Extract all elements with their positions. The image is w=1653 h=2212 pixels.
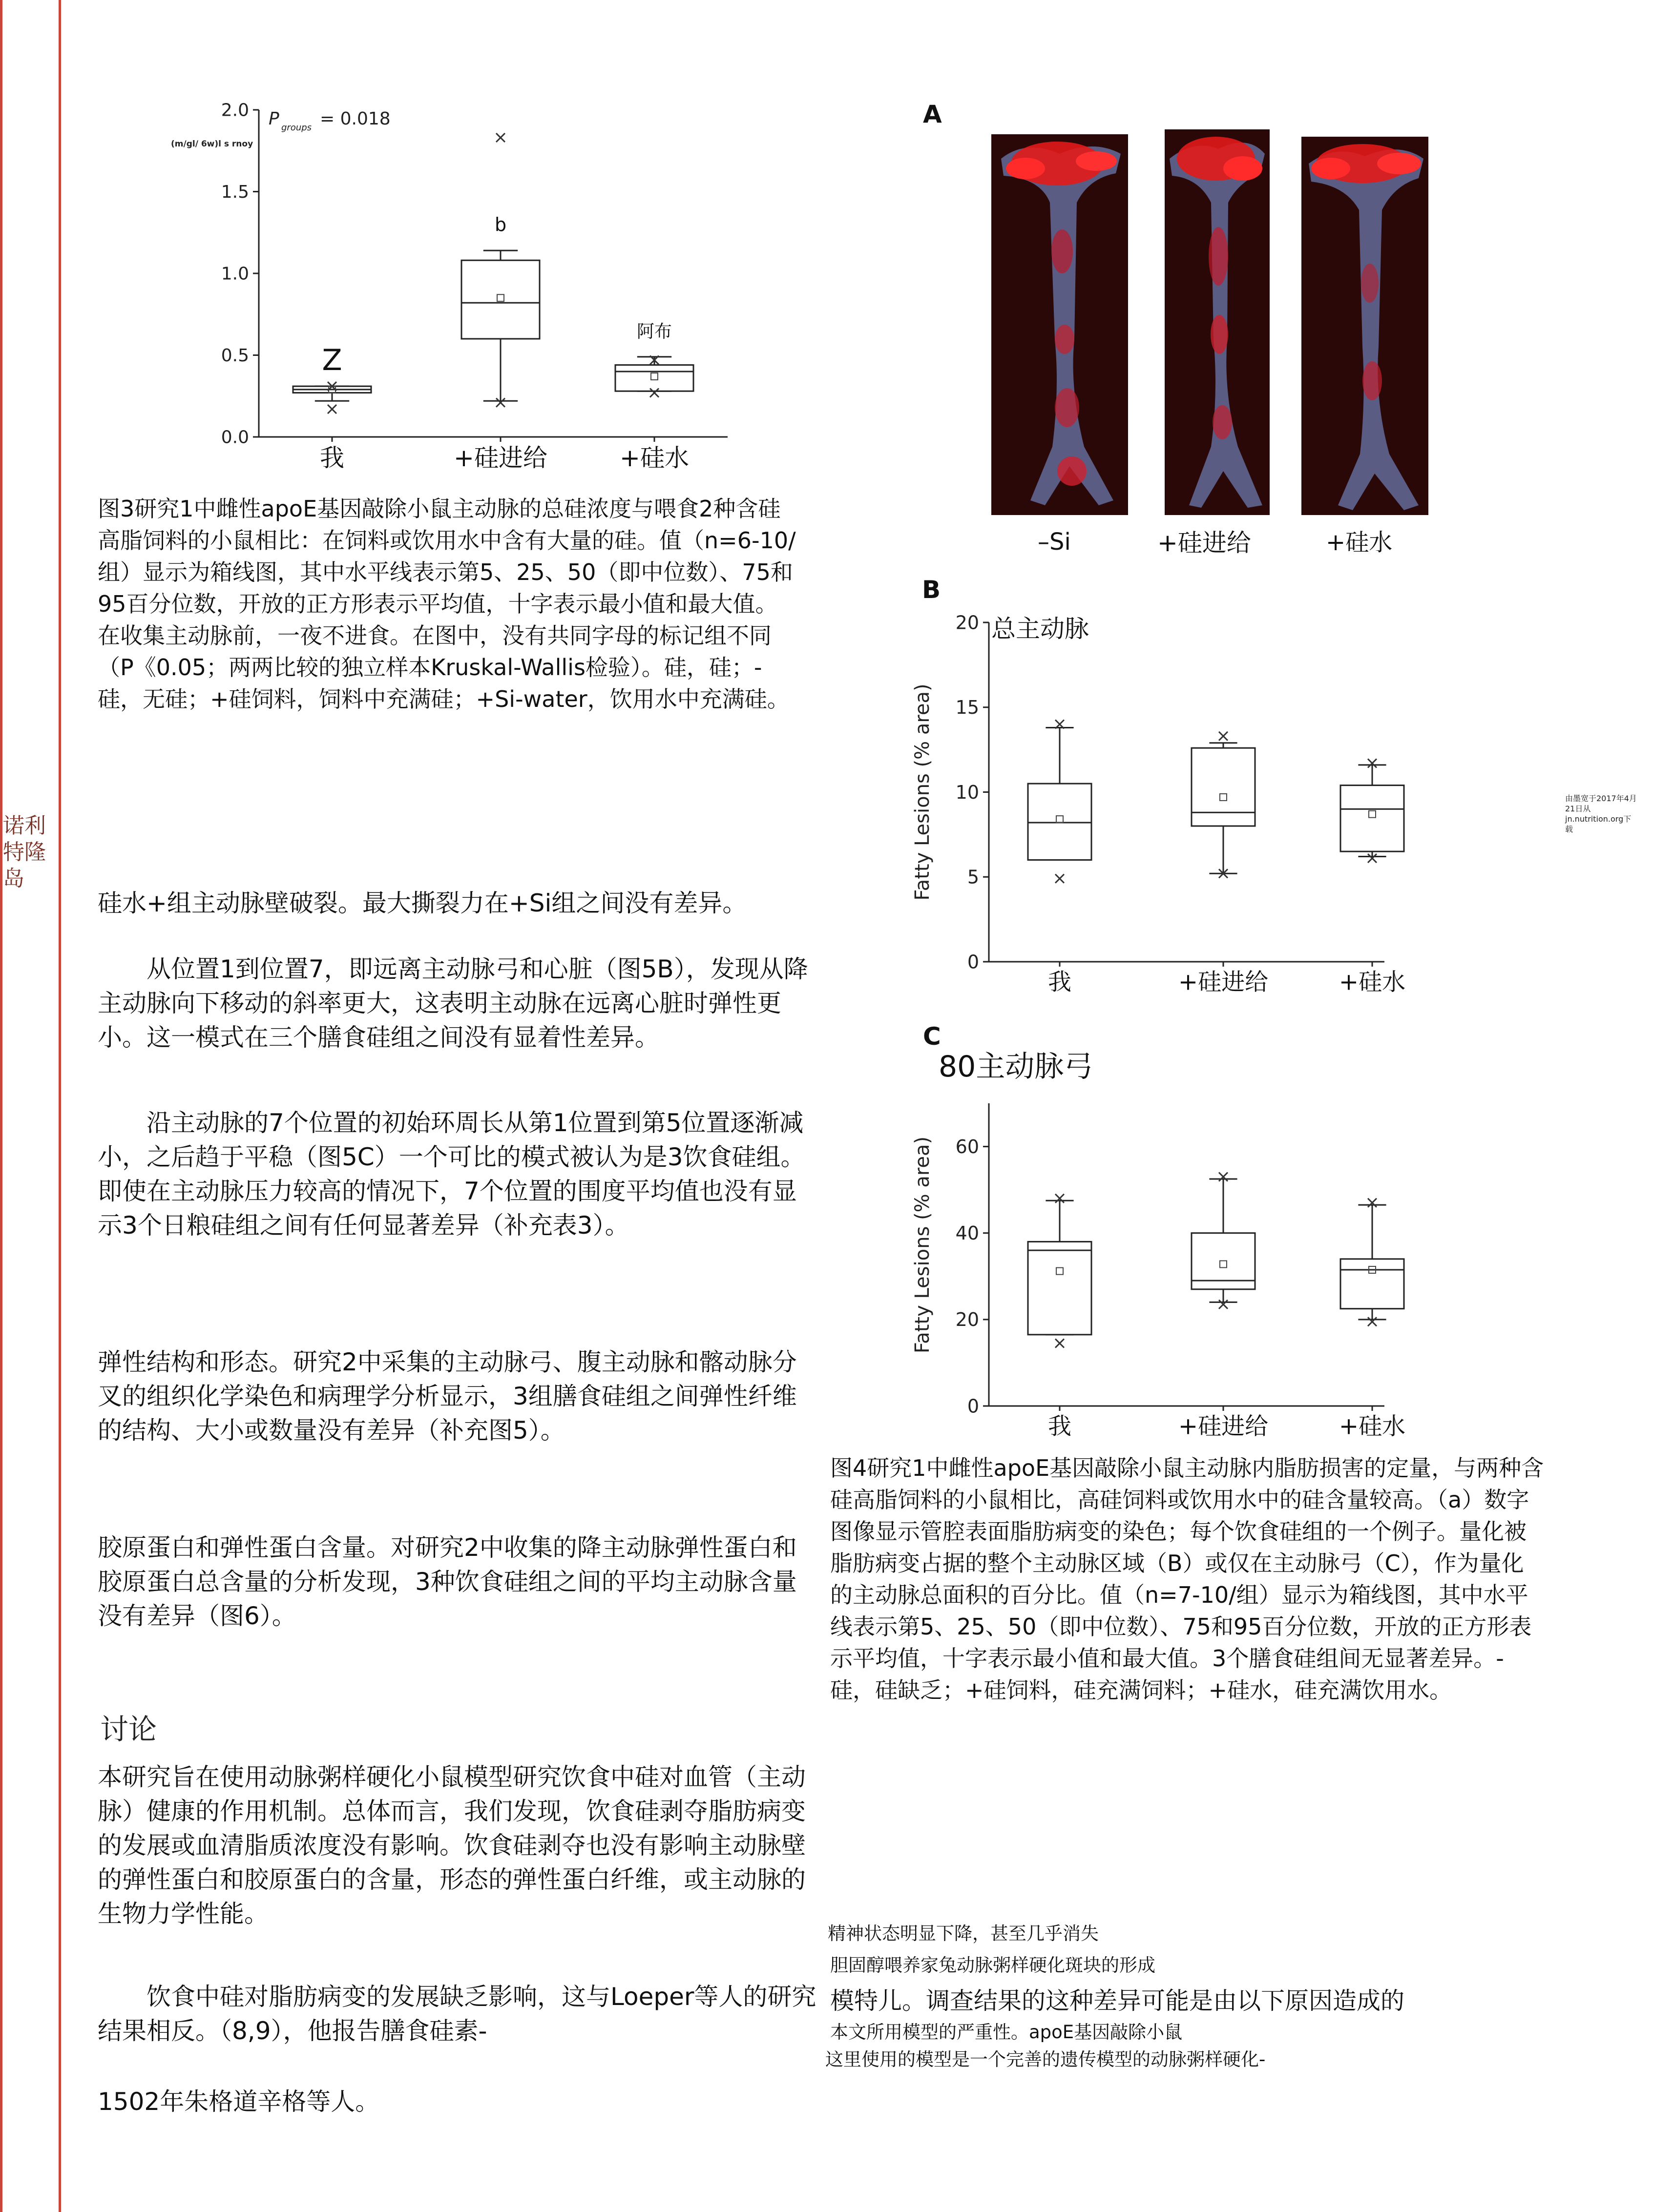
y-tick-label: 40 <box>955 1222 979 1244</box>
panel-c-y-label: Fatty Lesions (% area) <box>911 1136 934 1354</box>
discussion-heading: 讨论 <box>100 1713 157 1746</box>
p-label: P <box>269 109 279 129</box>
group-letter-b: b <box>494 214 507 236</box>
right-line-4: 本文所用模型的严重性。apoE基因敲除小鼠 <box>830 2022 1183 2043</box>
panel-b-title: 总主动脉 <box>991 615 1089 643</box>
category-label: 我 <box>1047 968 1072 996</box>
p-subscript: groups <box>281 123 312 133</box>
y-tick-label: 1.5 <box>221 182 249 203</box>
left-margin-line <box>0 0 2 2212</box>
category-label: +硅进给 <box>1178 968 1269 996</box>
fig4-caption: 图4研究1中雌性apoE基因敲除小鼠主动脉内脂肪损害的定量，与两种含硅高脂饲料的小鼠相比，高硅饲料或饮用水中的硅含量较高。（a）数字图像显示管腔表面脂肪病变的染色；每个饮食硅组的一个例子。量化被脂肪病变占据的整个主动脉区域（B）或仅在主动脉弓（C），作为量化的主动脉总面积的百分比。值（n=7-10/组）显示为箱线图，其中水平线表示第5、25、50（即中位数）、75和95百分位数，开放的正方形表示平均值，十字表示最小值和最大值。3个膳食硅组间无显著差异。-硅，硅缺乏；+硅饲料，硅充满饲料；+硅水，硅充满饮用水。 <box>830 1455 1544 1703</box>
paragraph-circumference: 沿主动脉的7个位置的初始环周长从第1位置到第5位置逐渐减小，之后趋于平稳（图5C）一个可比的模式被认为是3饮食硅组。即使在主动脉压力较高的情况下，7个位置的围度平均值也没有显示3个日粮硅组之间有任何显著差异（补充表3）。 <box>98 1109 805 1240</box>
panel-b-y-label: Fatty Lesions (% area) <box>911 683 934 901</box>
box <box>461 260 540 339</box>
y-tick-label: 20 <box>955 1309 979 1331</box>
right-line-3: 模特儿。调查结果的这种差异可能是由以下原因造成的 <box>830 1987 1405 2015</box>
paragraph-collagen: 胶原蛋白和弹性蛋白含量。对研究2中收集的降主动脉弹性蛋白和胶原蛋白总含量的分析发现，3种饮食硅组之间的平均主动脉含量没有差异（图6）。 <box>98 1533 797 1630</box>
y-axis-label: (m/gl/ 6w)l s rnoy <box>171 139 253 149</box>
y-tick-label: 0 <box>967 1395 979 1417</box>
side-label: 诺利特隆岛 <box>3 813 46 891</box>
aorta-image-si-water <box>1301 137 1428 515</box>
y-tick-label: 2.0 <box>221 100 249 121</box>
aorta-label-minus-si: –Si <box>1038 528 1071 556</box>
fig4-panel-c-chart <box>903 1020 1489 1452</box>
min-marker <box>328 405 336 413</box>
aorta-label-si-feed: +硅进给 <box>1157 529 1251 557</box>
category-label: +硅水 <box>620 444 689 472</box>
box <box>1340 786 1404 852</box>
y-tick-label: 0.5 <box>221 346 249 366</box>
paragraph-rupture: 硅水+组主动脉壁破裂。最大撕裂力在+Si组之间没有差异。 <box>98 889 747 917</box>
category-label: 我 <box>320 444 344 472</box>
category-label: +硅进给 <box>1178 1412 1269 1440</box>
panel-c-letter: C <box>923 1022 941 1051</box>
paragraph-elastic-structure: 弹性结构和形态。研究2中采集的主动脉弓、腹主动脉和髂动脉分叉的组织化学染色和病理学分析显示，3组膳食硅组之间弹性纤维的结构、大小或数量没有差异（补充图5）。 <box>98 1348 797 1445</box>
fig4-panel-a-letter: A <box>923 100 942 128</box>
right-line-5: 这里使用的模型是一个完善的遗传模型的动脉粥样硬化- <box>825 2049 1266 2070</box>
paragraph-loeper: 饮食中硅对脂肪病变的发展缺乏影响，这与Loeper等人的研究结果相反。（8,9），他报告膳食硅素- <box>98 1983 816 2045</box>
y-tick-label: 0.0 <box>221 427 249 448</box>
right-line-2: 胆固醇喂养家兔动脉粥样硬化斑块的形成 <box>830 1955 1155 1976</box>
y-tick-label: 1.0 <box>221 264 249 284</box>
aorta-label-si-water: +硅水 <box>1326 529 1393 556</box>
y-tick-label: 15 <box>955 697 979 719</box>
box <box>1192 748 1255 826</box>
panel-c-title: 80主动脉弓 <box>939 1050 1093 1084</box>
min-marker <box>1055 874 1064 883</box>
group-letter-ab: 阿布 <box>636 321 672 342</box>
category-label: +硅水 <box>1339 1412 1406 1440</box>
box <box>1028 1241 1091 1334</box>
box <box>615 365 693 392</box>
y-tick-label: 60 <box>955 1136 979 1158</box>
fig4-panel-b-chart <box>903 569 1489 1020</box>
group-letter-z: Z <box>322 343 342 377</box>
y-tick-label: 0 <box>967 951 979 973</box>
fig3-caption: 图3研究1中雌性apoE基因敲除小鼠主动脉的总硅浓度与喂食2种含硅高脂饲料的小鼠相比：在饲料或饮用水中含有大量的硅。值（n=6-10/组）显示为箱线图，其中水平线表示第5、25、50（即中位数）、75和95百分位数，开放的正方形表示平均值，十字表示最小值和最大值。在收集主动脉前，一夜不进食。在图中，没有共同字母的标记组不同（P《0.05；两两比较的独立样本Kruskal-Wallis检验）。硅，硅；-硅，无硅；+硅饲料，饲料中充满硅；+Si-water，饮用水中充满硅。 <box>98 496 796 712</box>
paragraph-citation: 1502年朱格道辛格等人。 <box>98 2088 380 2116</box>
max-marker <box>1219 732 1228 741</box>
category-label: 我 <box>1047 1412 1072 1440</box>
y-tick-label: 20 <box>955 612 979 634</box>
p-value: = 0.018 <box>320 109 391 129</box>
aorta-image-minus-si <box>991 134 1128 515</box>
fig3-chart <box>156 95 742 496</box>
category-label: +硅水 <box>1339 968 1406 996</box>
category-label: +硅进给 <box>454 444 547 472</box>
aorta-image-si-feed <box>1165 129 1270 515</box>
y-tick-label: 10 <box>955 781 979 803</box>
box <box>1028 784 1091 860</box>
y-tick-label: 5 <box>967 866 979 888</box>
left-margin-line-inner <box>59 0 61 2212</box>
max-marker <box>496 133 505 142</box>
min-marker <box>1055 1339 1064 1348</box>
paragraph-discussion: 本研究旨在使用动脉粥样硬化小鼠模型研究饮食中硅对血管（主动脉）健康的作用机制。总体而言，我们发现，饮食硅剥夺脂肪病变的发展或血清脂质浓度没有影响。饮食硅剥夺也没有影响主动脉壁的弹性蛋白和胶原蛋白的含量，形态的弹性蛋白纤维，或主动脉的生物力学性能。 <box>98 1763 806 1928</box>
download-note: 由墨宽于2017年4月21日从jn.nutrition.org下载 <box>1565 794 1637 834</box>
panel-b-letter: B <box>922 576 941 604</box>
right-line-1: 精神状态明显下降，甚至几乎消失 <box>828 1923 1099 1944</box>
paragraph-slope: 从位置1到位置7，即远离主动脉弓和心脏（图5B），发现从降主动脉向下移动的斜率更大，这表明主动脉在远离心脏时弹性更小。这一模式在三个膳食硅组之间没有显着性差异。 <box>98 955 808 1052</box>
